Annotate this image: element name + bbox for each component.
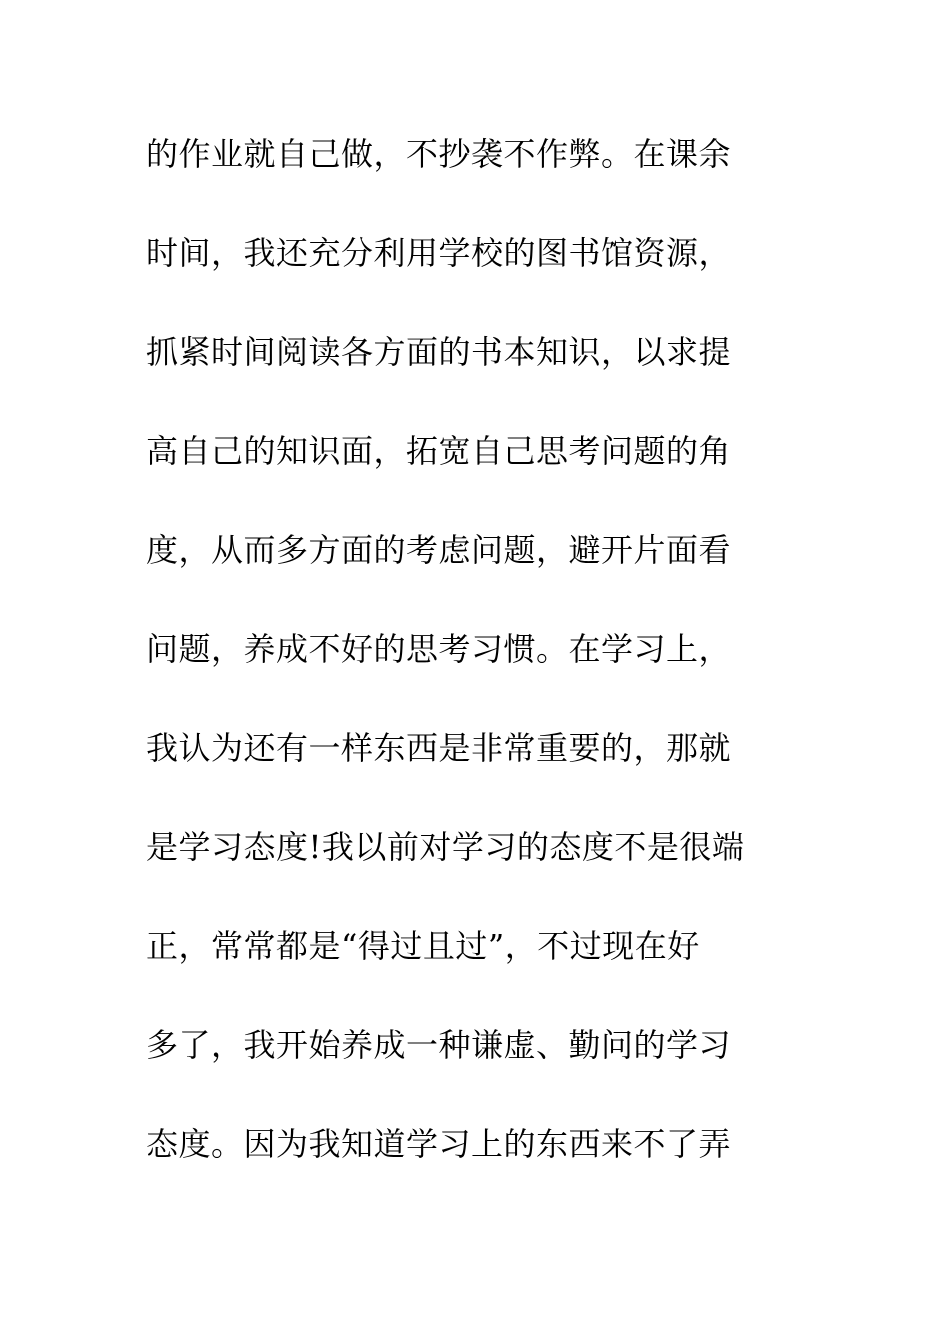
- text-line: 正，常常都是“得过且过”，不过现在好: [146, 927, 700, 965]
- text-line: 高自己的知识面，拓宽自己思考问题的角: [146, 432, 732, 470]
- text-line: 问题，养成不好的思考习惯。在学习上，: [146, 630, 732, 668]
- text-line: 抓紧时间阅读各方面的书本知识，以求提: [146, 333, 732, 371]
- text-line: 多了，我开始养成一种谦虚、勤问的学习: [146, 1026, 732, 1064]
- text-line: 我认为还有一样东西是非常重要的，那就: [146, 729, 732, 767]
- text-line: 态度。因为我知道学习上的东西来不了弄: [146, 1125, 732, 1163]
- body-text: [146, 124, 846, 1213]
- text-line: 的作业就自己做，不抄袭不作弊。在课余: [146, 135, 732, 173]
- text-line: 度，从而多方面的考虑问题，避开片面看: [146, 531, 732, 569]
- text-line: 是学习态度!我以前对学习的态度不是很端: [146, 828, 745, 866]
- text-line: 时间，我还充分利用学校的图书馆资源，: [146, 234, 732, 272]
